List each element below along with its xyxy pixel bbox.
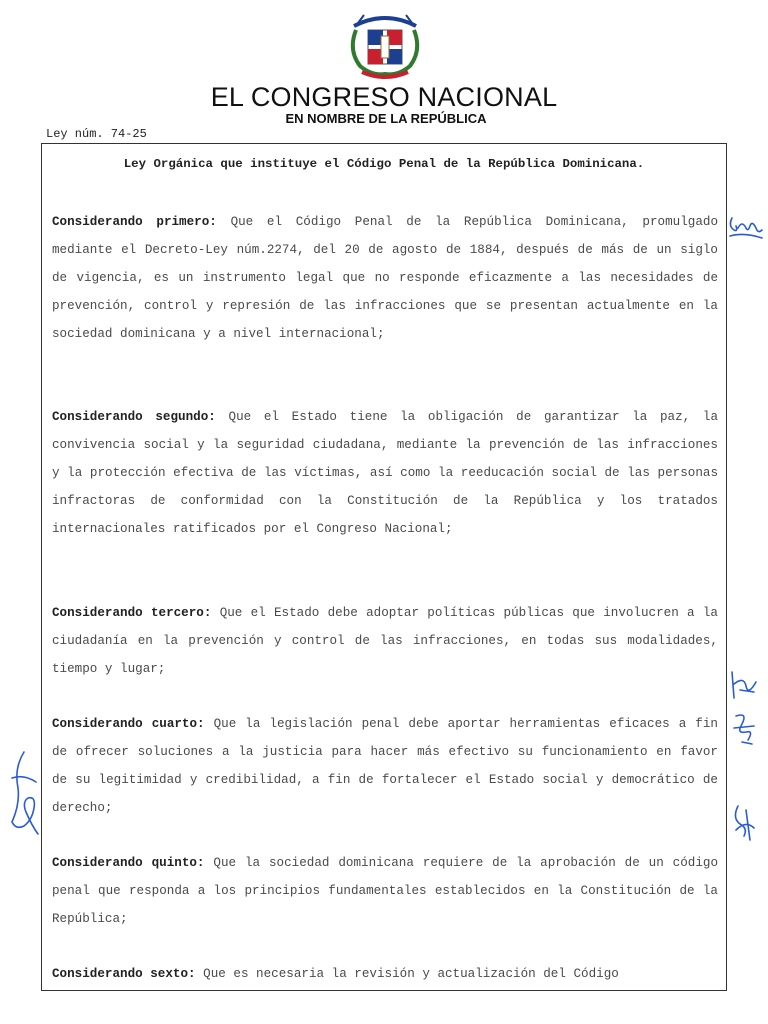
paragraph-considerando-segundo <box>52 403 718 543</box>
handwritten-initials-icon <box>726 212 766 246</box>
paragraph-label: Considerando quinto: <box>52 856 205 870</box>
page-title: EL CONGRESO NACIONAL <box>210 82 558 112</box>
paragraph-text: Que la sociedad dominicana requiere de la aprobación de un código penal que responda a los principios fundamentales establecidos en la Constitución de la República; <box>52 856 719 926</box>
paragraph-text: Que es necesaria la revisión y actualización del Código <box>203 967 619 981</box>
coat-of-arms-icon <box>344 10 426 82</box>
paragraph-label: Considerando sexto: <box>52 967 196 981</box>
paragraph-considerando-tercero <box>52 599 718 683</box>
page-subtitle: EN NOMBRE DE LA REPÚBLICA <box>285 111 487 126</box>
paragraph-text: Que la legislación penal debe aportar herramientas eficaces a fin de ofrecer soluciones a la justicia para hacer más efectivo su funcionamiento en favor de su legitimidad y credibilidad, a fin de fortalecer el Estado social y democrático de derecho; <box>52 717 718 815</box>
handwritten-signature-icon <box>6 748 42 838</box>
paragraph-considerando-cuarto <box>52 710 718 822</box>
document-title: Ley Orgánica que instituye el Código Penal de la República Dominicana. <box>123 157 645 171</box>
paragraph-label: Considerando segundo: <box>52 410 216 424</box>
paragraph-label: Considerando tercero: <box>52 606 212 620</box>
paragraph-considerando-sexto <box>52 960 718 988</box>
document-frame <box>41 143 727 991</box>
paragraph-text: Que el Estado tiene la obligación de garantizar la paz, la convivencia social y la seguridad ciudadana, mediante la prevención de las infracciones y la protección efectiva de las víctimas, así como la reeducación social de las personas infractoras de conformidad con la Constitución de la República y los tratados internacionales ratificados por el Congreso Nacional; <box>52 410 718 536</box>
handwritten-initials-icon <box>728 708 760 748</box>
law-number: Ley núm. 74-25 <box>46 127 147 141</box>
paragraph-considerando-quinto <box>52 849 718 933</box>
paragraph-label: Considerando cuarto: <box>52 717 205 731</box>
paragraph-label: Considerando primero: <box>52 215 217 229</box>
paragraph-text: Que el Código Penal de la República Dominicana, promulgado mediante el Decreto-Ley núm.2274, del 20 de agosto de 1884, después de más de un siglo de vigencia, es un instrumento legal que no responde eficazmente a las necesidades de prevención, control y represión de las infracciones que se presentan actualmente en la sociedad dominicana y a nivel internacional; <box>52 215 718 341</box>
paragraph-text: Que el Estado debe adoptar políticas públicas que involucren a la ciudadanía en la prevención y control de las infracciones, en todas sus modalidades, tiempo y lugar; <box>52 606 718 676</box>
handwritten-initials-icon <box>728 800 760 844</box>
paragraph-considerando-primero <box>52 208 718 348</box>
handwritten-initials-icon <box>726 668 760 704</box>
